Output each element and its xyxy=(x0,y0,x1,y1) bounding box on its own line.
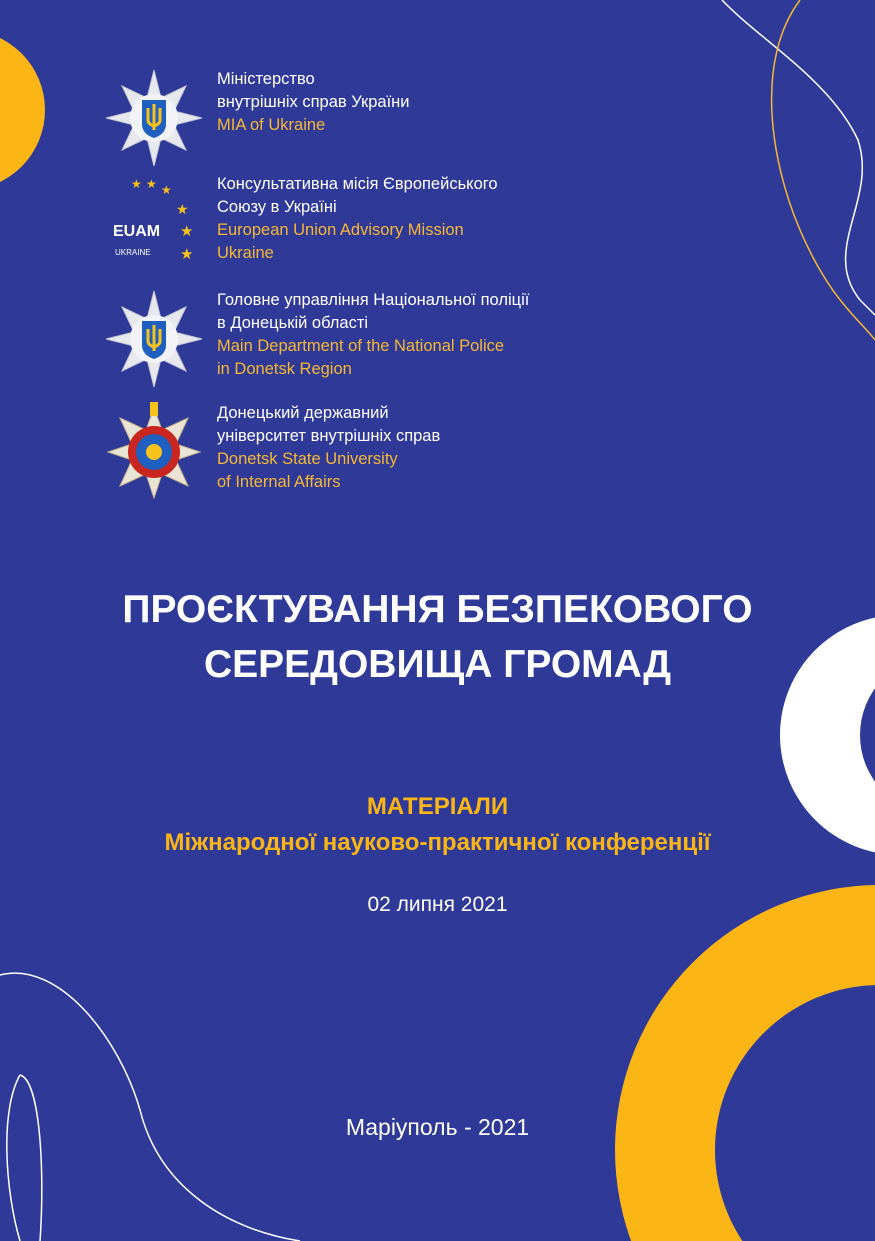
org-national-police-donetsk xyxy=(104,289,664,389)
svg-text:★: ★ xyxy=(131,177,142,191)
org-en-line: MIA of Ukraine xyxy=(217,116,326,134)
yellow-curve-top-right xyxy=(772,0,875,340)
university-emblem-logo xyxy=(104,402,204,502)
document-title xyxy=(0,582,875,692)
euam-stars-logo xyxy=(104,173,204,273)
svg-text:★: ★ xyxy=(146,177,157,191)
subtitle-line: Міжнародної науково-практичної конференції xyxy=(164,829,711,856)
police-star-trident-logo xyxy=(104,289,204,389)
white-curve-bottom-left xyxy=(0,973,300,1241)
police-star-trident-logo xyxy=(104,68,204,168)
conference-date: 02 липня 2021 xyxy=(367,893,508,916)
euam-logo-subtext: UKRAINE xyxy=(115,248,151,257)
org-en-line: Main Department of the National Police xyxy=(217,337,505,355)
org-uk-line: університет внутрішніх справ xyxy=(217,427,441,445)
org-uk-line: Союзу в Україні xyxy=(217,198,337,216)
document-subtitle xyxy=(0,789,875,861)
white-curve-top-right xyxy=(722,0,875,315)
svg-text:★: ★ xyxy=(161,183,172,197)
title-line: ПРОЄКТУВАННЯ БЕЗПЕКОВОГО xyxy=(122,588,753,631)
org-en-line: Donetsk State University xyxy=(217,450,398,468)
org-euam xyxy=(104,173,664,273)
subtitle-line: МАТЕРІАЛИ xyxy=(366,793,509,820)
svg-text:★: ★ xyxy=(180,222,194,240)
svg-text:★: ★ xyxy=(176,202,189,218)
org-uk-line: внутрішніх справ України xyxy=(217,93,410,111)
svg-text:★: ★ xyxy=(180,245,194,263)
org-uk-line: Консультативна місія Європейського xyxy=(217,175,498,193)
org-mia xyxy=(104,68,664,168)
org-en-line: in Donetsk Region xyxy=(217,360,352,378)
org-en-line: of Internal Affairs xyxy=(217,473,341,491)
yellow-circle-top-left xyxy=(0,30,45,190)
org-en-line: Ukraine xyxy=(217,244,274,262)
org-uk-line: Головне управління Національної поліції xyxy=(217,291,530,309)
org-uk-line: Міністерство xyxy=(217,70,315,88)
org-uk-line: в Донецькій області xyxy=(217,314,369,332)
org-en-line: European Union Advisory Mission xyxy=(217,221,464,239)
place-and-year: Маріуполь - 2021 xyxy=(345,1114,530,1140)
euam-logo-text: EUAM xyxy=(113,223,161,240)
title-line: СЕРЕДОВИЩА ГРОМАД xyxy=(203,643,672,686)
org-donetsk-university xyxy=(104,402,664,502)
org-uk-line: Донецький державний xyxy=(217,404,389,422)
